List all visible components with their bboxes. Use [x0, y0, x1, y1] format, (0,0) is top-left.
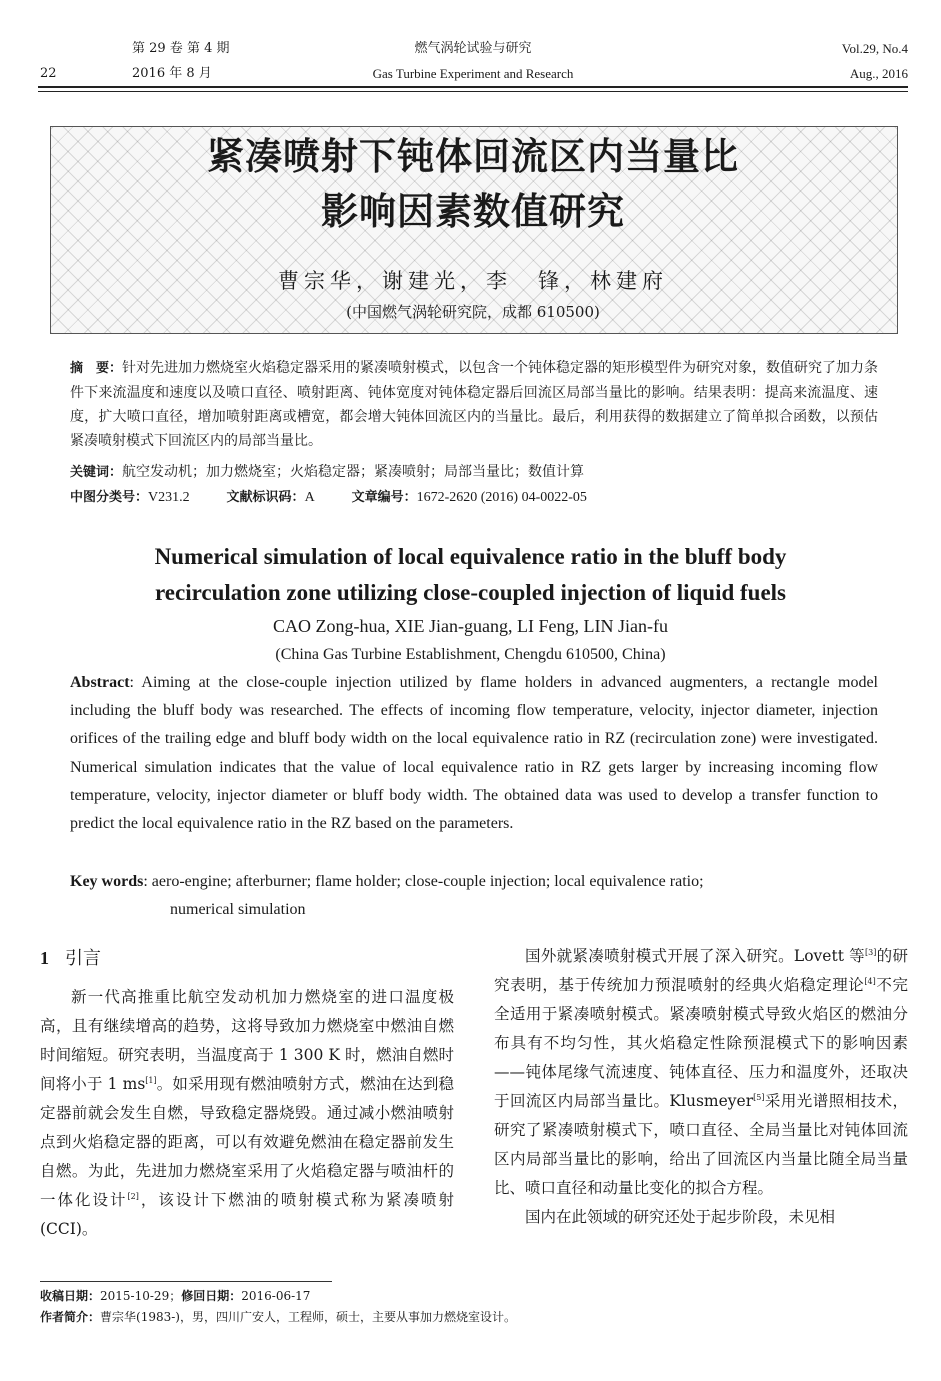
keywords-en-label: Key words: [70, 873, 144, 890]
footnote-dates: [40, 1288, 310, 1304]
intro-p1-text-a: 新一代高推重比航空发动机加力燃烧室的进口温度极高，且有继续增高的趋势，这将导致加力燃烧室中燃油自燃时间缩短。研究表明，当温度高于 1 300 K 时，燃油自燃时间将小于 1 ms: [40, 988, 454, 1093]
title-en-line1: Numerical simulation of local equivalence ratio in the bluff body: [154, 544, 787, 569]
date-cn: 2016 年 8 月: [132, 66, 212, 81]
section-1-number: 1: [40, 948, 49, 968]
abstract-en-text: Aiming at the close-couple injection utilized by flame holders in advanced augmenters, a rectangle model including the bluff body was researched. The effects of incoming flow temperature, velocity, injector diameter, injection orifices of the trailing edge and bluff body width on the local equivalence ratio in RZ (recirculation zone) were investigated. Numerical simulation indicates that the value of local equivalence ratio in RZ gets larger by increasing incoming flow temperature, velocity, injector diameter or bluff body width. The obtained data was used to develop a transfer function to predict the local equivalence ratio in the RZ based on the parameters.: [70, 674, 879, 833]
received-date-label: 收稿日期：: [40, 1289, 101, 1303]
keywords-en: [70, 868, 878, 924]
citation-ref-2: [2]: [127, 1192, 139, 1201]
right-column: [494, 942, 908, 1232]
classification-line: [70, 487, 587, 508]
journal-title-cn: 燃气涡轮试验与研究: [414, 41, 532, 56]
date-en: Aug., 2016: [849, 66, 908, 81]
title-en-line2: recirculation zone utilizing close-coupled injection of liquid fuels: [155, 580, 786, 605]
revised-date-label: 修回日期：: [181, 1289, 242, 1303]
footnote-rule: [40, 1281, 332, 1282]
intro-p1-text-b: 。如采用现有燃油喷射方式，燃油在达到稳定器前就会发生自燃，导致稳定器烧毁。通过减小燃油喷射点到火焰稳定器的距离，可以有效避免燃油在稳定器前发生自燃。为此，先进加力燃烧室采用了火焰稳定器与喷油杆的一体化设计: [40, 1075, 454, 1209]
received-date-value: 2015-10-29；: [100, 1289, 182, 1303]
section-1-heading: [40, 946, 101, 971]
clc-value: V231.2: [148, 490, 190, 505]
keywords-cn: [70, 462, 584, 483]
keywords-en-line1: aero-engine; afterburner; flame holder; close-couple injection; local equivalence ratio;: [151, 873, 704, 890]
abstract-cn-text: 针对先进加力燃烧室火焰稳定器采用的紧凑喷射模式，以包含一个钝体稳定器的矩形模型件为研究对象，数值研究了加力条件下来流温度和速度以及喷口直径、喷射距离、钝体宽度对钝体稳定器后回流区局部当量比的影响。结果表明：提高来流温度、速度，扩大喷口直径，增加喷射距离或槽宽，都会增大钝体回流区内的当量比。最后，利用获得的数据建立了简单拟合函数，以预估紧凑喷射模式下回流区内的局部当量比。: [70, 360, 879, 449]
footnote-author-bio: [40, 1309, 516, 1325]
title-cn-line1: 紧凑喷射下钝体回流区内当量比: [207, 135, 739, 178]
keywords-en-line2: numerical simulation: [170, 901, 306, 918]
doc-code-label: 文献标识码：: [226, 490, 305, 505]
keywords-cn-text: 航空发动机；加力燃烧室；火焰稳定器；紧凑喷射；局部当量比；数值计算: [122, 464, 585, 480]
author-bio-label: 作者简介：: [40, 1310, 101, 1324]
keywords-en-colon: :: [143, 873, 152, 890]
journal-title-en: Gas Turbine Experiment and Research: [372, 66, 574, 81]
authors-cn: 曹宗华，谢建光，李 锋，林建府: [278, 269, 668, 293]
intro-p2-text-b: 的研究表明，基于传统加力预混喷射的经典火焰稳定理论: [494, 947, 908, 994]
article-id-value: 1672-2620 (2016) 04-0022-05: [416, 490, 587, 505]
intro-paragraph-3: 国内在此领域的研究还处于起步阶段，未见相: [525, 1208, 836, 1226]
intro-paragraph-1: [40, 983, 454, 1244]
intro-p2-text-a: 国外就紧凑喷射模式开展了深入研究。Lovett 等: [525, 947, 865, 965]
volume-issue-en: Vol.29, No.4: [841, 41, 908, 56]
citation-ref-3: [3]: [865, 948, 877, 957]
author-bio-text: 曹宗华(1983-)，男，四川广安人，工程师，硕士，主要从事加力燃烧室设计。: [100, 1310, 516, 1324]
volume-issue-cn: 第 29 卷 第 4 期: [132, 41, 230, 56]
left-column: [40, 983, 454, 1244]
intro-p1-text-c: ，该设计下燃油的喷射模式称为紧凑喷射(CCI)。: [40, 1191, 454, 1238]
title-cn-line2: 影响因素数值研究: [321, 190, 625, 233]
affiliation-cn: (中国燃气涡轮研究院，成都 610500): [346, 303, 600, 321]
section-1-title: 引言: [65, 948, 101, 969]
intro-p2-text-d: 采用光谱照相技术，研究了紧凑喷射模式下，喷口直径、全局当量比对钝体回流区内局部当量比的影响，给出了回流区内当量比随全局当量比、喷口直径和动量比变化的拟合方程。: [494, 1092, 908, 1197]
abstract-en-label: Abstract: [70, 674, 130, 691]
header-rule-thin: [38, 91, 908, 92]
intro-p2-text-c: 不完全适用于紧凑喷射模式。紧凑喷射模式导致火焰区的燃油分布具有不均匀性，其火焰稳定性除预混模式下的影响因素——钝体尾缘气流速度、钝体直径、压力和温度外，还取决于回流区内局部当量比。Klusmeyer: [494, 976, 908, 1110]
citation-ref-5: [5]: [753, 1093, 765, 1102]
page-number: 22: [40, 66, 57, 81]
revised-date-value: 2016-06-17: [241, 1289, 311, 1303]
article-id-label: 文章编号：: [351, 490, 417, 505]
keywords-cn-label: 关键词：: [70, 465, 123, 480]
abstract-en: [70, 669, 878, 838]
header-rule-thick: [38, 86, 908, 88]
abstract-en-colon: :: [129, 674, 142, 691]
clc-label: 中图分类号：: [70, 490, 149, 505]
intro-paragraph-2: [494, 942, 908, 1203]
citation-ref-4: [4]: [864, 977, 876, 986]
abstract-cn-label: 摘 要：: [70, 361, 123, 376]
doc-code-value: A: [304, 490, 315, 505]
citation-ref-1: [1]: [145, 1076, 157, 1085]
authors-en: CAO Zong-hua, XIE Jian-guang, LI Feng, LIN Jian-fu: [273, 616, 668, 636]
abstract-cn: [70, 356, 878, 453]
affiliation-en: (China Gas Turbine Establishment, Chengdu 610500, China): [275, 646, 666, 663]
